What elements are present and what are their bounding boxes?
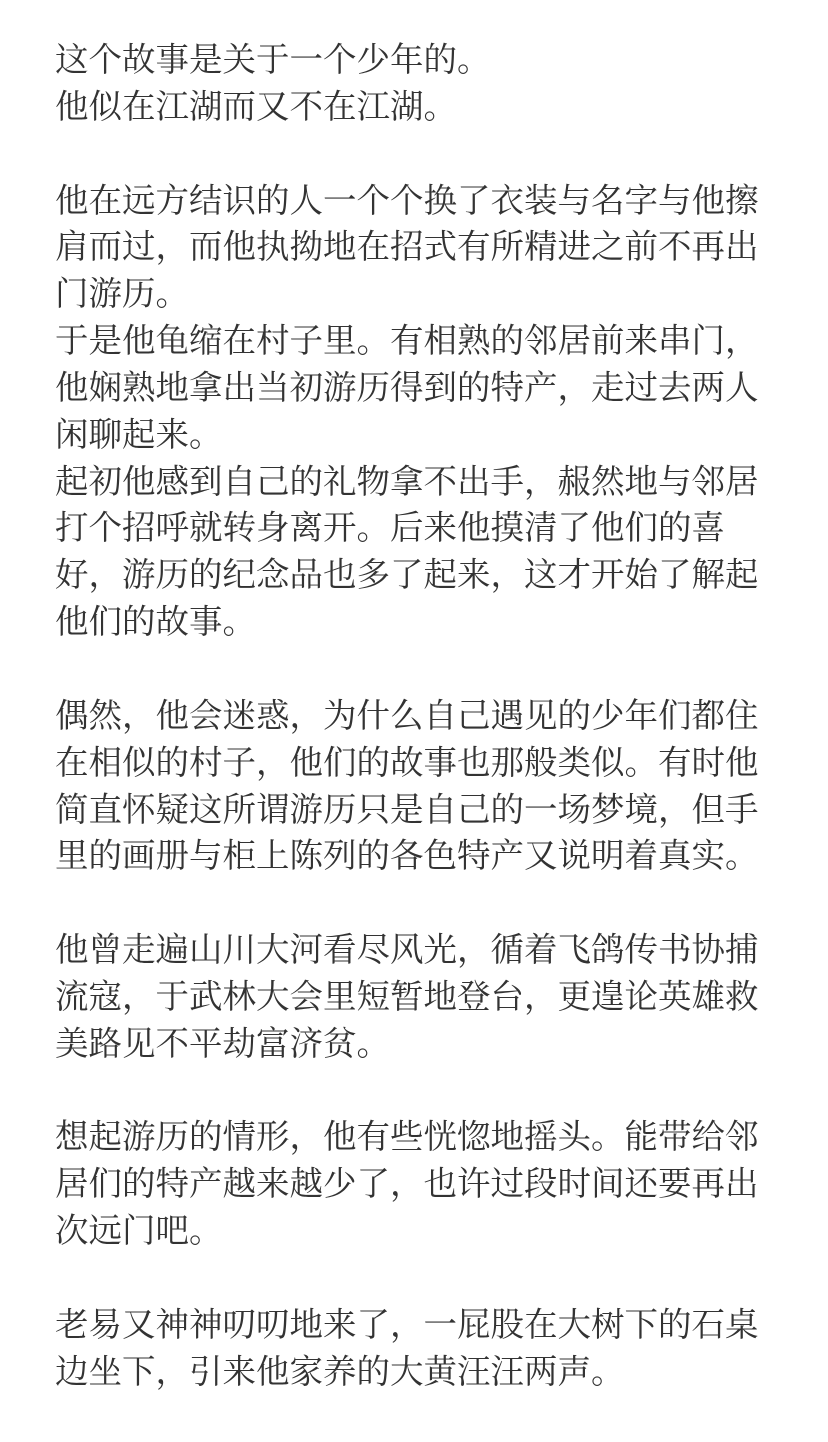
- text-line: 边坐下，引来他家养的大黄汪汪两声。: [55, 1351, 625, 1391]
- text-line: 打个招呼就转身离开。后来他摸清了他们的喜: [55, 508, 725, 548]
- text-line: 他似在江湖而又不在江湖。: [55, 86, 457, 126]
- text-line: 想起游历的情形，他有些恍惚地摇头。能带给邻: [55, 1117, 759, 1157]
- text-line: 流寇，于武林大会里短暂地登台，更遑论英雄救: [55, 976, 759, 1016]
- text-line: 闲聊起来。: [55, 414, 223, 454]
- text-line: 居们的特产越来越少了，也许过段时间还要再出: [55, 1164, 759, 1204]
- text-line: 他在远方结识的人一个个换了衣装与名字与他擦: [55, 180, 759, 220]
- story-document: [55, 37, 815, 1442]
- paragraph: [55, 459, 815, 646]
- text-line: 次远门吧。: [55, 1211, 223, 1251]
- text-line: 于是他龟缩在村子里。有相熟的邻居前来串门，: [55, 321, 759, 361]
- text-line: 老易又神神叨叨地来了，一屁股在大树下的石桌: [55, 1304, 759, 1344]
- text-line: 美路见不平劫富济贫。: [55, 1023, 390, 1063]
- paragraph: [55, 37, 815, 131]
- text-line: 这个故事是关于一个少年的。: [55, 40, 491, 79]
- text-line: 好，游历的纪念品也多了起来，这才开始了解起: [55, 555, 759, 595]
- paragraph: [55, 927, 815, 1068]
- text-line: 里的画册与柜上陈列的各色特产又说明着真实。: [55, 836, 759, 876]
- text-line: 他们的故事。: [55, 602, 256, 642]
- paragraph: [55, 178, 815, 319]
- paragraph: [55, 318, 815, 459]
- text-line: 起初他感到自己的礼物拿不出手，赧然地与邻居: [55, 461, 759, 501]
- text-line: 他曾走遍山川大河看尽风光，循着飞鸽传书协捕: [55, 930, 759, 970]
- text-line: 肩而过，而他执拗地在招式有所精进之前不再出: [55, 227, 759, 267]
- text-line: 在相似的村子，他们的故事也那般类似。有时他: [55, 742, 759, 782]
- paragraph: [55, 1302, 815, 1396]
- paragraph: [55, 1114, 815, 1255]
- text-line: 门游历。: [55, 274, 189, 314]
- text-line: 他娴熟地拿出当初游历得到的特产，走过去两人: [55, 367, 759, 407]
- text-line: 简直怀疑这所谓游历只是自己的一场梦境，但手: [55, 789, 759, 829]
- paragraph: [55, 693, 815, 880]
- text-line: 偶然，他会迷惑，为什么自己遇见的少年们都住: [55, 695, 759, 735]
